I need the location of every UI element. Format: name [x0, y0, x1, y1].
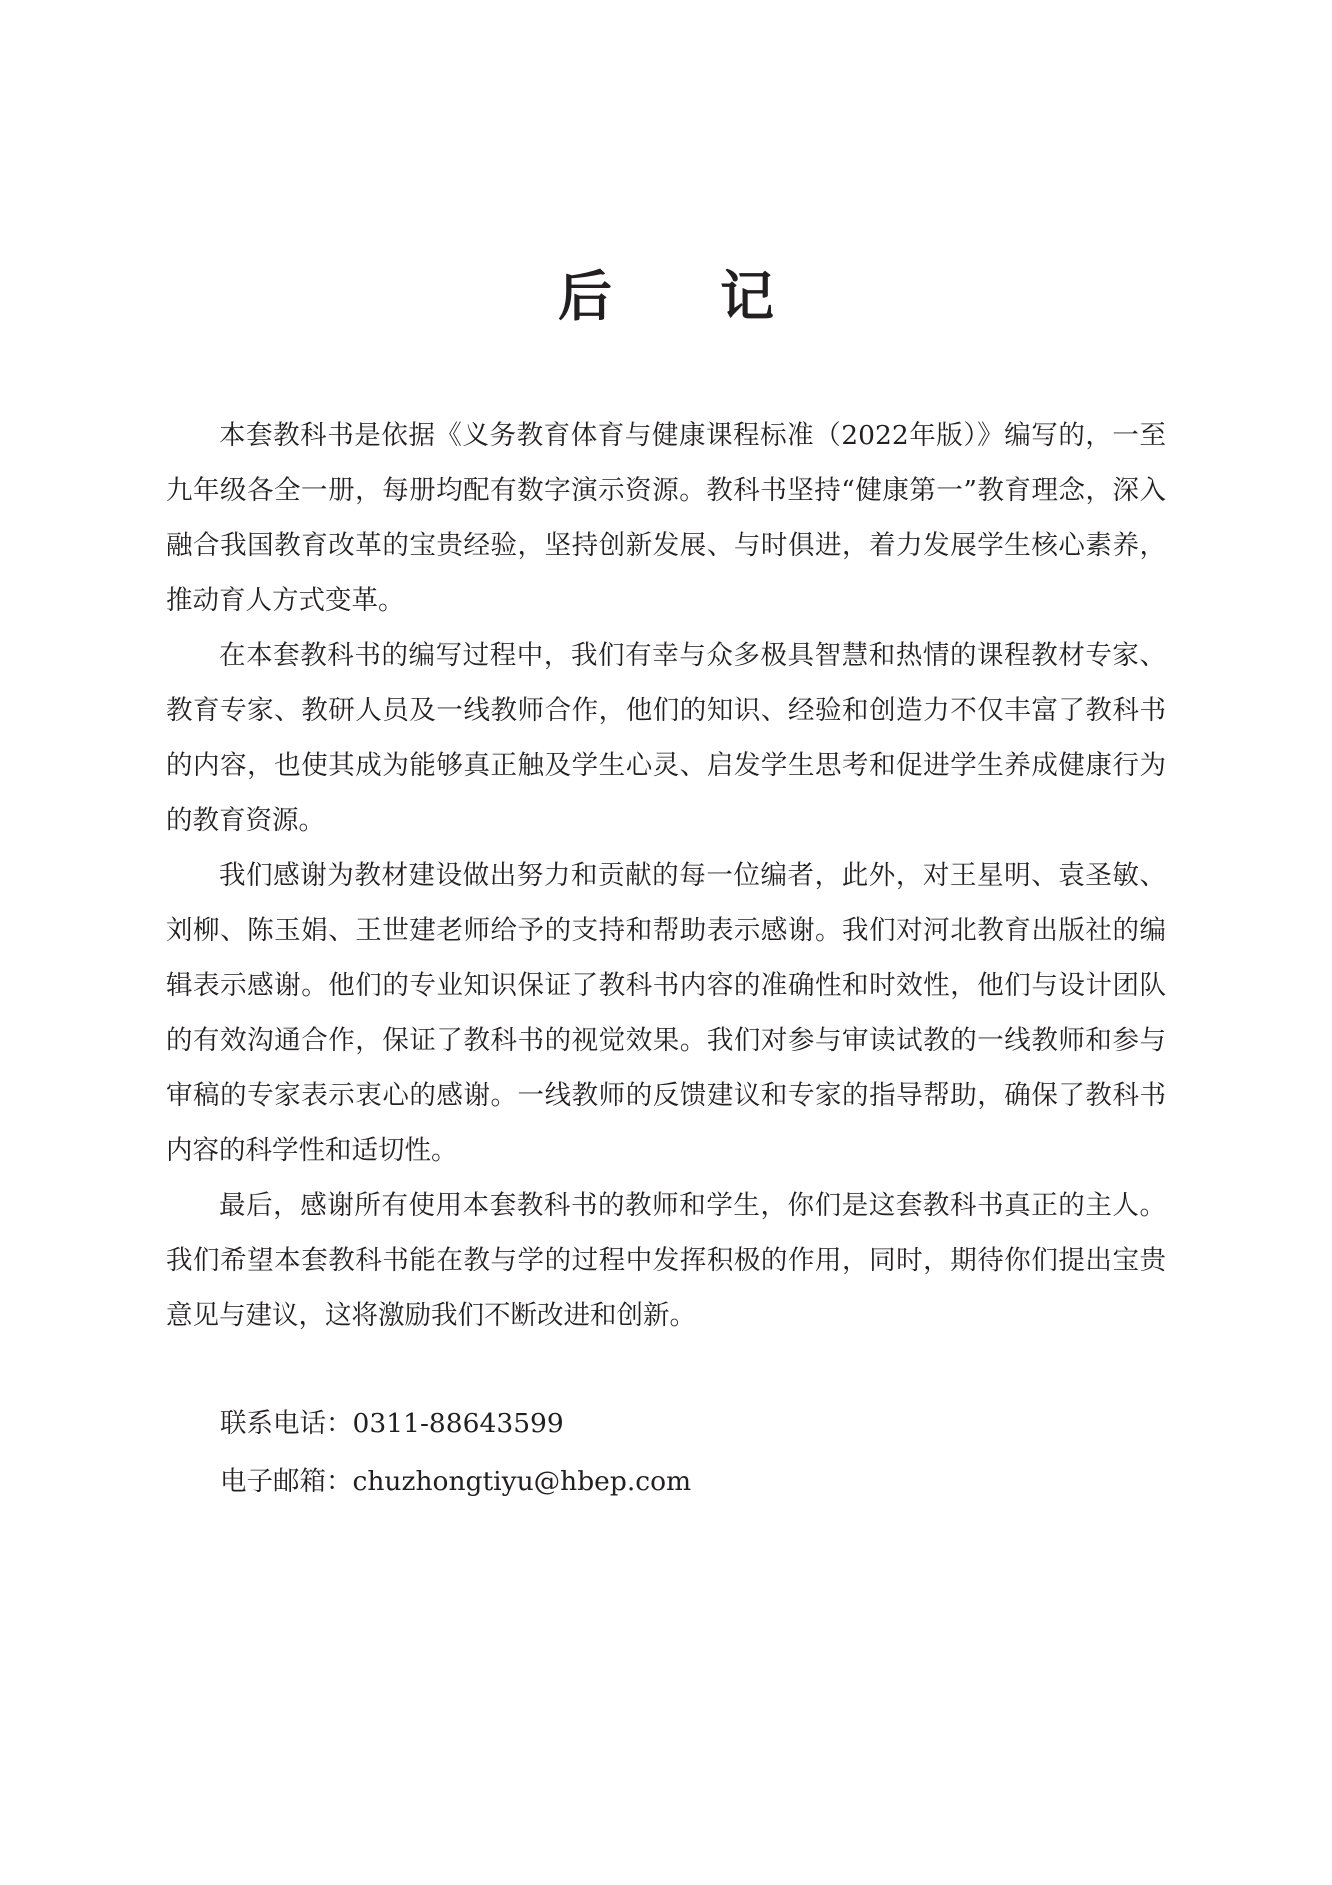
body-text	[166, 408, 1166, 1343]
email-row	[220, 1453, 1120, 1511]
paragraph-1: 本套教科书是依据《义务教育体育与健康课程标准（2022年版）》编写的，一至九年级各全一册，每册均配有数字演示资源。教科书坚持“健康第一”教育理念，深入融合我国教育改革的宝贵经验，坚持创新发展、与时俱进，着力发展学生核心素养，推动育人方式变革。	[166, 420, 1166, 616]
paragraph-3: 我们感谢为教材建设做出努力和贡献的每一位编者，此外，对王星明、袁圣敏、刘柳、陈玉娟、王世建老师给予的支持和帮助表示感谢。我们对河北教育出版社的编辑表示感谢。他们的专业知识保证了教科书内容的准确性和时效性，他们与设计团队的有效沟通合作，保证了教科书的视觉效果。我们对参与审读试教的一线教师和参与审稿的专家表示衷心的感谢。一线教师的反馈建议和专家的指导帮助，确保了教科书内容的科学性和适切性。	[166, 860, 1166, 1166]
paragraph-4: 最后，感谢所有使用本套教科书的教师和学生，你们是这套教科书真正的主人。我们希望本套教科书能在教与学的过程中发挥积极的作用，同时，期待你们提出宝贵意见与建议，这将激励我们不断改进和创新。	[166, 1190, 1166, 1331]
paragraph-2: 在本套教科书的编写过程中，我们有幸与众多极具智慧和热情的课程教材专家、教育专家、教研人员及一线教师合作，他们的知识、经验和创造力不仅丰富了教科书的内容，也使其成为能够真正触及学生心灵、启发学生思考和促进学生养成健康行为的教育资源。	[166, 640, 1166, 836]
email-address: chuzhongtiyu@hbep.com	[352, 1466, 692, 1497]
page-title: 后记	[558, 265, 882, 328]
contact-info	[220, 1395, 1120, 1511]
phone-label: 联系电话：	[220, 1408, 353, 1439]
email-label: 电子邮箱：	[220, 1466, 353, 1497]
phone-row	[220, 1395, 1120, 1453]
phone-number: 0311-88643599	[352, 1408, 564, 1439]
